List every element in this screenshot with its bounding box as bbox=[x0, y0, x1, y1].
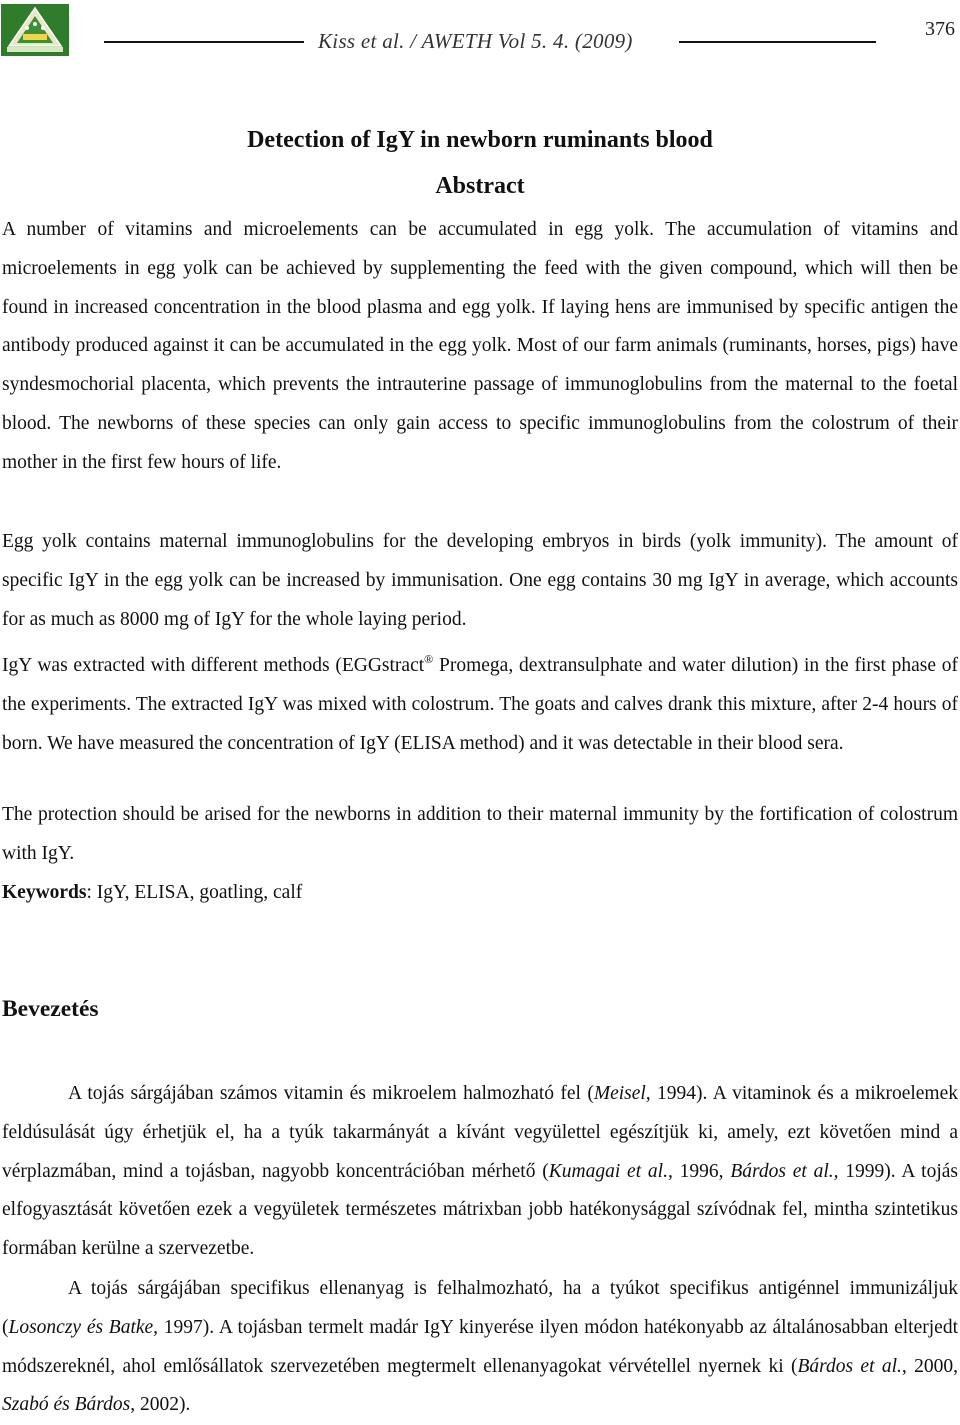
abstract-paragraph-1: A number of vitamins and microelements can be accumulated in egg yolk. The accumulation of vitamins and microelements in egg yolk can be achieved by supplementing the feed with the given compound, which will then be found in increased concentration in the blood plasma and egg yolk. If laying hens are immunised by specific antigen the antibody produced against it can be accumulated in the egg yolk. Most of our farm animals (ruminants, horses, pigs) have syndesmochorial placenta, which prevents the intrauterine passage of immunoglobulins from the maternal to the foetal blood. The newborns of these species can only gain access to specific immunoglobulins from the colostrum of their mother in the first few hours of life. bbox=[2, 219, 958, 473]
citation: Bárdos et al. bbox=[797, 1355, 902, 1377]
abstract-heading: Abstract bbox=[435, 173, 525, 199]
keywords-line bbox=[2, 874, 958, 913]
page-number: 376 bbox=[925, 18, 955, 40]
citation: Bárdos et al., bbox=[730, 1160, 839, 1182]
citation: Szabó és Bárdos bbox=[2, 1394, 131, 1416]
header-rule-right bbox=[679, 41, 876, 43]
abstract-paragraph-2: Egg yolk contains maternal immunoglobulins for the developing embryos in birds (yolk immunity). The amount of specific IgY in the egg yolk can be increased by immunisation. One egg contains 30 mg IgY in average, which accounts for as much as 8000 mg of IgY for the whole laying period. bbox=[2, 531, 958, 630]
article-title: Detection of IgY in newborn ruminants blood bbox=[247, 127, 713, 153]
citation: Losonczy és Batke, bbox=[8, 1316, 159, 1338]
abstract-paragraph-3: IgY was extracted with different methods (EGGstract® Promega, dextransulphate and water dilution) in the first phase of the experiments. The extracted IgY was mixed with colostrum. The goats and calves drank this mixture, after 2-4 hours of born. We have measured the concentration of IgY (ELISA method) and it was detectable in their blood sera. bbox=[2, 652, 958, 754]
registered-mark: ® bbox=[424, 652, 434, 666]
keywords-value: : IgY, ELISA, goatling, calf bbox=[86, 882, 303, 903]
citation: Kumagai et al., bbox=[548, 1160, 673, 1182]
aweth-logo-icon bbox=[1, 4, 69, 56]
abstract-paragraph-4: The protection should be arised for the newborns in addition to their maternal immunity by the fortification of colostrum with IgY. bbox=[2, 804, 958, 864]
header-rule-left bbox=[104, 41, 304, 43]
journal-reference: Kiss et al. / AWETH Vol 5. 4. (2009) bbox=[318, 29, 633, 53]
citation: Meisel, bbox=[593, 1083, 651, 1104]
section-heading-bevezetes: Bevezetés bbox=[2, 996, 99, 1022]
keywords-label: Keywords bbox=[2, 882, 87, 903]
intro-paragraph-1: A tojás sárgájában számos vitamin és mikroelem halmozható fel (Meisel, 1994). A vitaminok és a mikroelemek feldúsulását úgy érhetjük el, ha a tyúk takarmányát a kívánt vegyülettel egészítjük ki, amely, ezt követően mind a vérplazmában, mind a tojásban, nagyobb koncentrációban mérhető (Kumagai et al., 1996, Bárdos et al., 1999). A tojás elfogyasztását követően ezek a vegyületek természetes mátrixban jobb hatékonysággal szívódnak fel, mintha szintetikus formában kerülne a szervezetbe. bbox=[2, 1083, 958, 1260]
intro-paragraph-2: A tojás sárgájában specifikus ellenanyag is felhalmozható, ha a tyúkot specifikus antigénnel immunizáljuk (Losonczy és Batke, 1997). A tojásban termelt madár IgY kinyerése ilyen módon hatékonyabb az általánosabban elterjedt módszereknél, ahol emlősállatok szervezetében megtermelt ellenanyagokat vérvétellel nyernek ki (Bárdos et al., 2000, Szabó és Bárdos, 2002). bbox=[2, 1278, 958, 1416]
